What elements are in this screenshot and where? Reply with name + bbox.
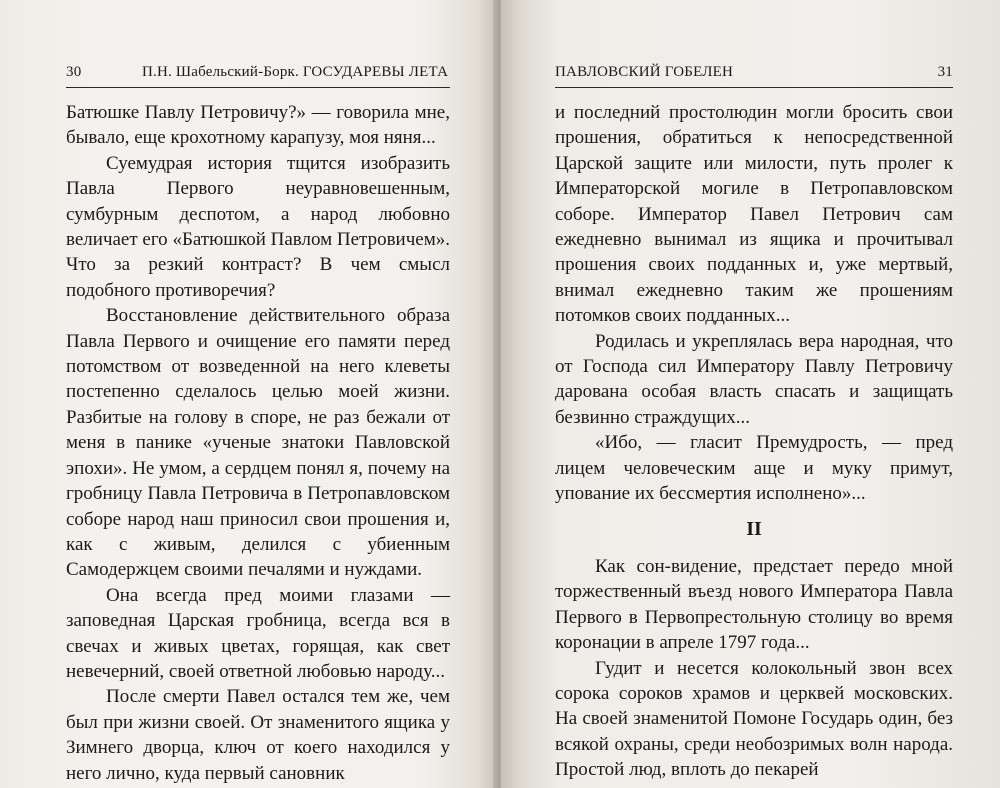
paragraph: Батюшке Павлу Петровичу?» — говорила мне, бывало, еще крохотному карапузу, моя няня...	[66, 102, 450, 149]
paragraph: «Ибо, — гласит Премудрость, — пред лицем человеческим аще и муку примут, упование их бессмертия исполнено»...	[555, 432, 953, 505]
left-body-text	[66, 100, 450, 786]
running-head-right: ПАВЛОВСКИЙ ГОБЕЛЕН	[555, 64, 734, 80]
right-page	[501, 0, 1000, 788]
paragraph: Суемудрая история тщится изобразить Павла Первого неуравновешенным, сумбурным деспотом, а народ любовно величает его «Батюшкой Павлом Петровичем». Что за резкий контраст? В чем смысл подобного противоречия?	[66, 152, 450, 301]
right-body-text	[555, 100, 953, 783]
paragraph: После смерти Павел остался тем же, чем был при жизни своей. От знаменитого ящика у Зимнего дворца, ключ от коего находился у него лично, куда первый сановник	[66, 686, 450, 784]
paragraph: и последний простолюдин могли бросить свои прошения, обратиться к непосредственной Царской защите или милости, путь пролег к Императорской могиле в Петропавловском соборе. Император Павел Петрович сам ежедневно вынимал из ящика и прочитывал прошения своих подданных и, уже мертвый, внимал ежедневно таким же прошениям потомков своих подданных...	[555, 102, 953, 327]
section-number: II	[746, 517, 762, 540]
paragraph: Родилась и укреплялась вера народная, что от Господа сил Императору Павлу Петровичу дарована особая власть спасать и защищать безвинно страждущих...	[555, 330, 953, 428]
header-rule-left	[66, 87, 450, 88]
right-header	[555, 64, 953, 88]
paragraph: Она всегда пред моими глазами — заповедная Царская гробница, всегда вся в свечах и живых цветах, горящая, как свет невечерний, своей ответной любовью народу...	[66, 584, 450, 682]
running-head-left: П.Н. Шабельский-Борк. ГОСУДАРЕВЫ ЛЕТА	[142, 64, 449, 80]
paragraph: Гудит и несется колокольный звон всех сорока сороков храмов и церквей московских. На своей знаменитой Помоне Государь один, без всякой охраны, среди необозримых волн народа. Простой люд, вплоть до пекарей	[555, 657, 953, 781]
left-header	[66, 64, 450, 88]
page-number-right: 31	[937, 64, 953, 80]
paragraph: Как сон-видение, предстает передо мной торжественный въезд нового Императора Павла Первого в Первопрестольную столицу во время коронации в апреле 1797 года...	[555, 555, 953, 654]
paragraph: Восстановление действительного образа Павла Первого и очищение его памяти перед потомством от возведенной на него клеветы постепенно сделалось целью моей жизни. Разбитые на голову в споре, не раз бежали от меня в панике «ученые знатоки Павловской эпохи». Не умом, а сердцем понял я, почему на гробницу Павла Петровича в Петропавловском соборе народ наш приносил свои прошения и, как с живым, делился с убиенным Самодержцем своими печалями и нуждами.	[66, 305, 450, 581]
left-page	[0, 0, 497, 788]
page-number-left: 30	[66, 64, 82, 80]
header-rule-right	[555, 87, 953, 88]
